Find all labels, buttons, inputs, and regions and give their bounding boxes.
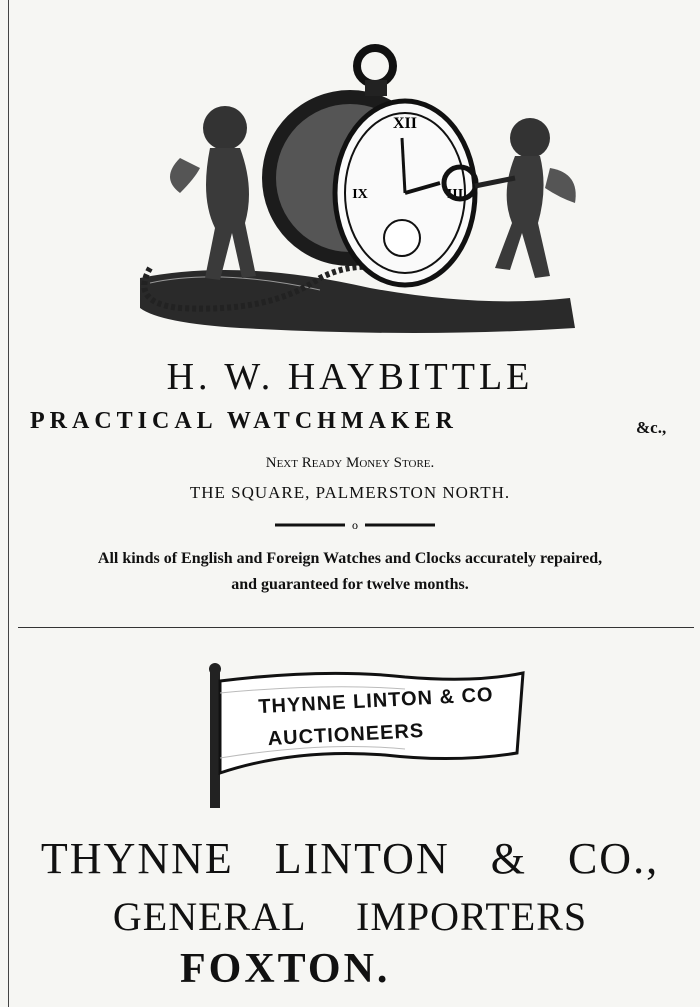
description-line-2: and guaranteed for twelve months. <box>231 576 469 593</box>
trade-line: PRACTICAL WATCHMAKER <box>30 408 458 434</box>
svg-text:XII: XII <box>392 115 418 132</box>
advertiser-name: H. W. HAYBITTLE <box>166 356 534 398</box>
svg-text:IX: IX <box>352 187 368 202</box>
svg-text:III: III <box>446 187 464 202</box>
description-line-1: All kinds of English and Foreign Watches and Clocks accurately repaired, <box>97 550 603 567</box>
firm-name: THYNNE LINTON & CO., <box>40 834 660 883</box>
watch-with-cherubs-illustration <box>120 28 590 348</box>
ornament-glyph: o <box>352 518 358 532</box>
address-line-1: Next Ready Money Store. <box>265 455 435 471</box>
ornament-rule <box>275 518 435 532</box>
firm-location: FOXTON. <box>180 946 391 992</box>
firm-trade: GENERAL IMPORTERS <box>112 894 588 939</box>
address-line-2: THE SQUARE, PALMERSTON NORTH. <box>189 483 511 502</box>
advert-divider <box>18 627 694 628</box>
flag-text-line-2: AUCTIONEERS <box>267 719 425 751</box>
flag-text-line-1: THYNNE LINTON & CO <box>257 683 495 719</box>
trade-suffix: &c., <box>636 418 667 437</box>
